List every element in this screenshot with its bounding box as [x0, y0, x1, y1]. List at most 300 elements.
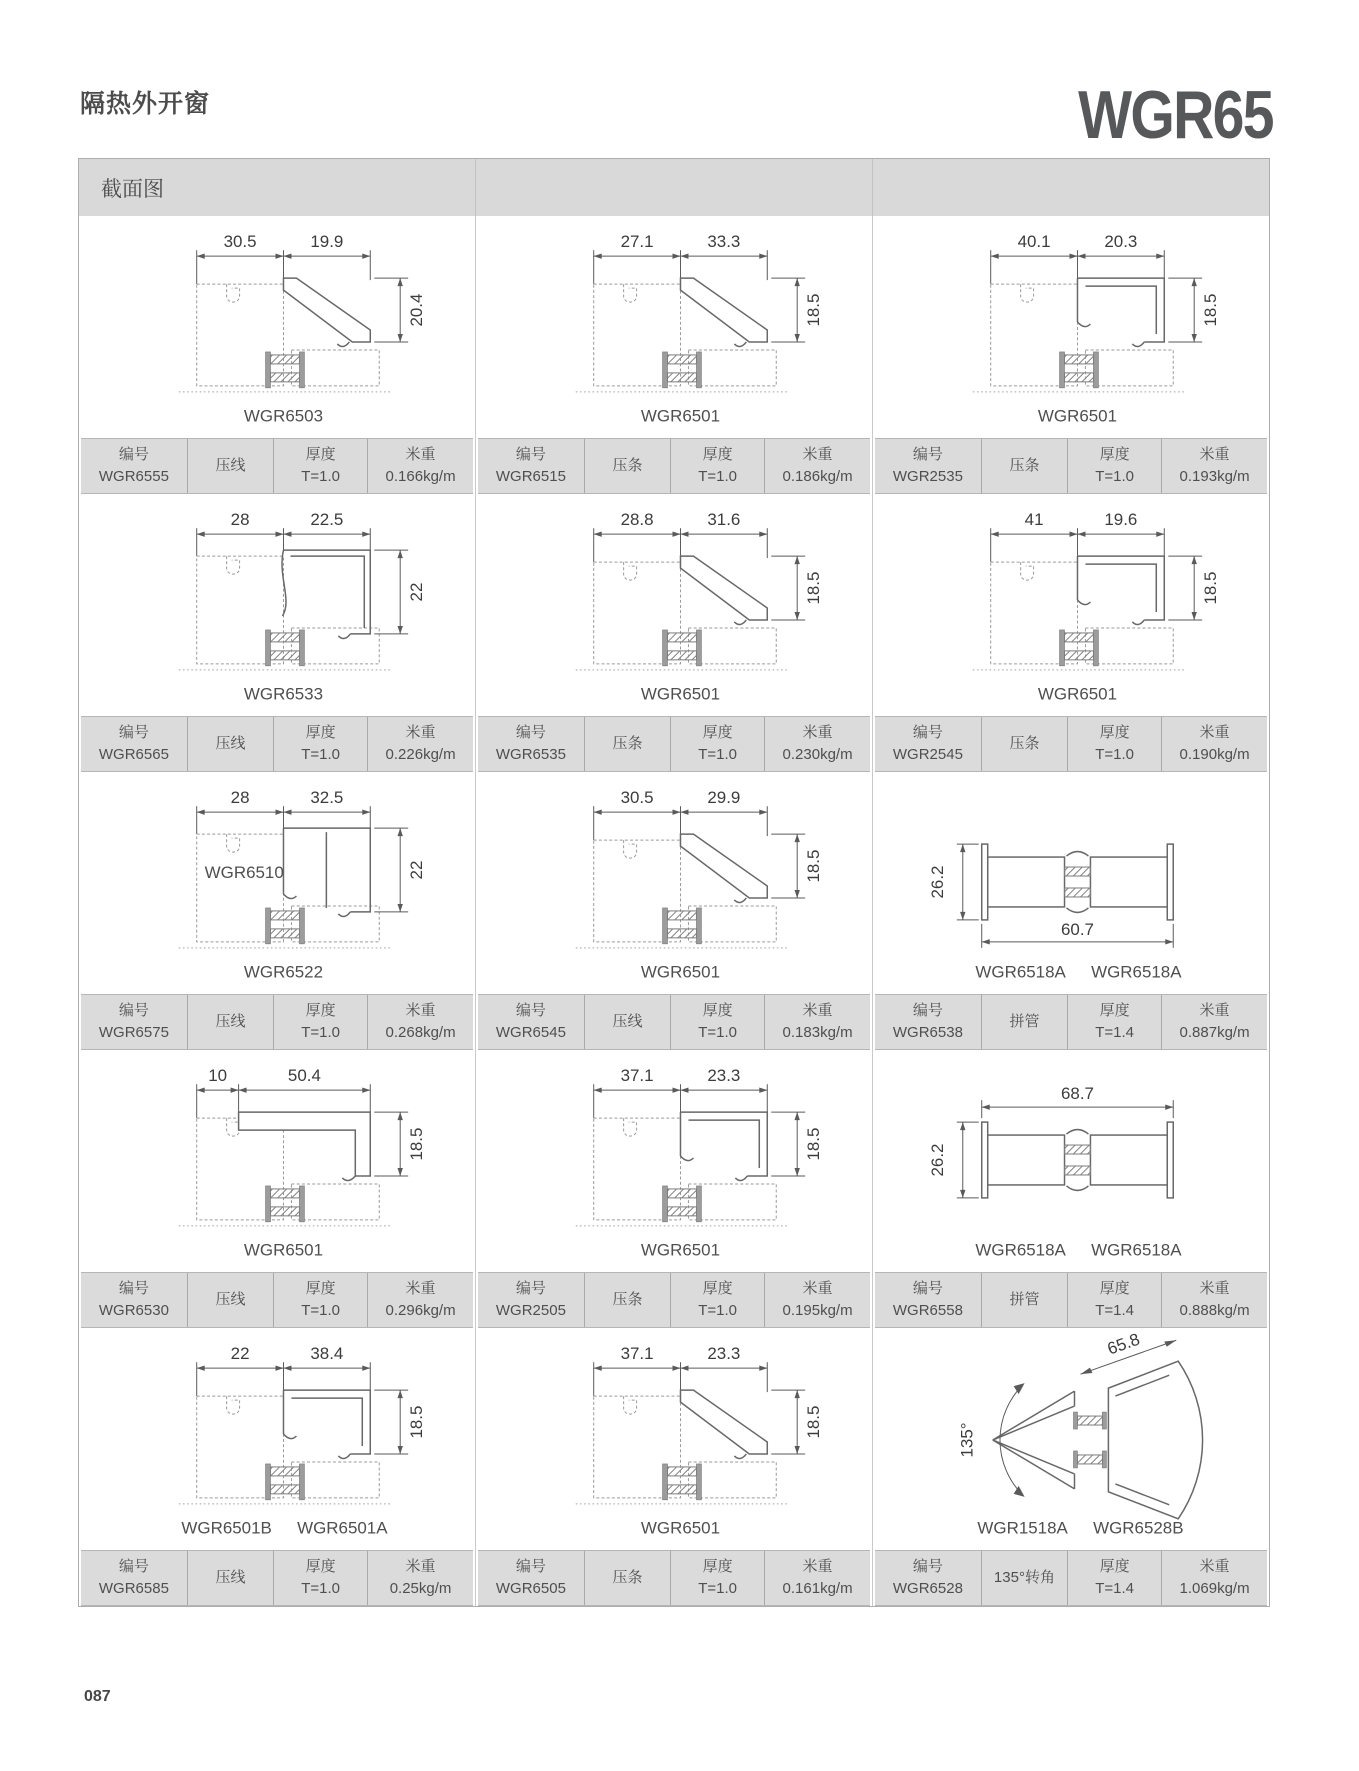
dimension-label: 18.5	[804, 293, 824, 327]
dimension-label: 22.5	[310, 510, 344, 530]
spec-weight-value: 0.186kg/m	[782, 468, 853, 485]
spec-thickness-value: T=1.0	[301, 1024, 340, 1041]
dimension-label: 20.4	[407, 293, 427, 327]
spec-thickness-header: 厚度	[305, 1557, 336, 1575]
spec-weight-header: 米重	[405, 1001, 436, 1019]
page-number: 087	[84, 1688, 111, 1705]
spec-type-value: 135°转角	[993, 1568, 1055, 1586]
spec-thickness-value: T=1.0	[301, 746, 340, 763]
spec-row	[875, 994, 1267, 1050]
spec-cell	[81, 995, 187, 1049]
spec-code-header: 编号	[118, 723, 149, 741]
profile-drawing-area	[79, 494, 475, 716]
spec-weight-value: 0.226kg/m	[385, 746, 456, 763]
dimension-label: 22	[407, 860, 427, 880]
spec-code-value: WGR6528	[892, 1580, 963, 1597]
profile-code-label: WGR6501	[640, 962, 721, 982]
spec-cell	[81, 439, 187, 493]
spec-type-value: 压线	[215, 1290, 246, 1308]
dimension-label: 18.5	[804, 1127, 824, 1161]
spec-row	[81, 994, 473, 1050]
section-profile-drawing	[476, 216, 872, 438]
section-profile-drawing	[873, 216, 1269, 438]
spec-weight-value: 0.183kg/m	[782, 1024, 853, 1041]
spec-row	[81, 1272, 473, 1328]
dimension-label: 26.2	[927, 1143, 947, 1177]
dimension-label: 22	[407, 582, 427, 602]
dimension-label: 10	[208, 1066, 228, 1086]
spec-code-header: 编号	[515, 445, 546, 463]
series-logo: WGR65	[1078, 77, 1273, 153]
profile-cell	[873, 772, 1269, 1050]
spec-code-value: WGR2535	[892, 468, 963, 485]
spec-cell	[584, 1551, 670, 1605]
profile-cell	[476, 216, 873, 494]
profile-code-label: WGR6501	[640, 1240, 721, 1260]
spec-weight-value: 0.161kg/m	[782, 1580, 853, 1597]
spec-code-value: WGR2545	[892, 746, 963, 763]
spec-weight-value: 1.069kg/m	[1179, 1580, 1250, 1597]
spec-cell	[764, 995, 870, 1049]
spec-weight-header: 米重	[802, 723, 833, 741]
spec-cell	[273, 995, 367, 1049]
spec-type-value: 压线	[612, 1012, 643, 1030]
section-profile-drawing	[79, 1050, 475, 1272]
profile-code-label: WGR1518A	[977, 1518, 1068, 1538]
dimension-label: 32.5	[310, 788, 344, 808]
dimension-label: 23.3	[707, 1066, 741, 1086]
spec-cell	[81, 1273, 187, 1327]
spec-cell	[764, 717, 870, 771]
table-row	[79, 1328, 1269, 1606]
profile-drawing-area	[873, 1328, 1269, 1550]
spec-thickness-value: T=1.4	[1095, 1302, 1134, 1319]
profile-code-label: WGR6501	[1037, 684, 1118, 704]
spec-weight-value: 0.190kg/m	[1179, 746, 1250, 763]
spec-weight-header: 米重	[802, 1557, 833, 1575]
spec-thickness-value: T=1.0	[1095, 746, 1134, 763]
spec-code-header: 编号	[912, 1279, 943, 1297]
profile-cell	[79, 1050, 476, 1328]
spec-code-header: 编号	[912, 1001, 943, 1019]
spec-weight-value: 0.230kg/m	[782, 746, 853, 763]
spec-cell	[875, 439, 981, 493]
spec-code-value: WGR6558	[892, 1302, 963, 1319]
spec-weight-header: 米重	[802, 445, 833, 463]
profile-code-label: WGR6518A	[1091, 962, 1182, 982]
spec-code-value: WGR6505	[495, 1580, 566, 1597]
spec-code-header: 编号	[912, 723, 943, 741]
spec-code-header: 编号	[515, 1001, 546, 1019]
profile-code-label: WGR6522	[243, 962, 324, 982]
section-view-header: 截面图	[101, 177, 164, 201]
spec-cell	[981, 995, 1067, 1049]
dimension-label: 22	[230, 1344, 250, 1364]
spec-cell	[187, 439, 273, 493]
spec-cell	[478, 1551, 584, 1605]
spec-weight-header: 米重	[802, 1001, 833, 1019]
spec-code-value: WGR6555	[98, 468, 169, 485]
spec-type-value: 压条	[612, 1290, 643, 1308]
dimension-label: 18.5	[804, 849, 824, 883]
profile-code-label: WGR6501A	[297, 1518, 388, 1538]
spec-cell	[273, 1273, 367, 1327]
spec-thickness-value: T=1.0	[698, 1580, 737, 1597]
dimension-label: 28	[230, 788, 250, 808]
profile-drawing-area	[476, 1328, 872, 1550]
dimension-label: 65.8	[1104, 1329, 1143, 1359]
profile-code-label: WGR6518A	[975, 962, 1066, 982]
profile-code-label: WGR6501	[640, 406, 721, 426]
spec-cell	[187, 995, 273, 1049]
dimension-label: 18.5	[1201, 293, 1221, 327]
spec-code-header: 编号	[118, 1279, 149, 1297]
spec-cell	[367, 1273, 473, 1327]
profile-table	[78, 158, 1270, 1607]
profile-drawing-area	[79, 1050, 475, 1272]
spec-type-value: 压条	[612, 1568, 643, 1586]
dimension-label: 40.1	[1017, 232, 1051, 252]
table-row	[79, 494, 1269, 772]
spec-thickness-value: T=1.0	[301, 1302, 340, 1319]
corner-profile-drawing	[873, 1328, 1269, 1550]
spec-type-value: 压线	[215, 734, 246, 752]
profile-drawing-area	[476, 494, 872, 716]
spec-cell	[367, 439, 473, 493]
spec-code-header: 编号	[912, 445, 943, 463]
spec-cell	[81, 717, 187, 771]
spec-thickness-header: 厚度	[1099, 723, 1130, 741]
dimension-label: 19.9	[310, 232, 344, 252]
spec-cell	[764, 439, 870, 493]
spec-cell	[273, 1551, 367, 1605]
spec-weight-value: 0.166kg/m	[385, 468, 456, 485]
section-profile-drawing	[79, 494, 475, 716]
spec-cell	[478, 717, 584, 771]
section-profile-drawing	[79, 216, 475, 438]
profile-code-label: WGR6503	[243, 406, 324, 426]
spec-type-value: 拼管	[1009, 1290, 1040, 1308]
spec-code-header: 编号	[515, 723, 546, 741]
spec-thickness-value: T=1.0	[1095, 468, 1134, 485]
spec-cell	[670, 995, 764, 1049]
spec-code-header: 编号	[118, 1557, 149, 1575]
spec-weight-value: 0.887kg/m	[1179, 1024, 1250, 1041]
spec-code-value: WGR6530	[98, 1302, 169, 1319]
spec-weight-header: 米重	[1199, 1279, 1230, 1297]
spec-code-value: WGR6565	[98, 746, 169, 763]
spec-cell	[875, 717, 981, 771]
spec-cell	[478, 995, 584, 1049]
spec-cell	[187, 1551, 273, 1605]
spec-thickness-value: T=1.0	[698, 1024, 737, 1041]
profile-cell	[476, 772, 873, 1050]
spec-thickness-header: 厚度	[1099, 1557, 1130, 1575]
profile-cell	[873, 1050, 1269, 1328]
dimension-label: 20.3	[1104, 232, 1138, 252]
spec-weight-header: 米重	[405, 723, 436, 741]
pipe-profile-drawing	[873, 1050, 1269, 1272]
profile-drawing-area	[873, 494, 1269, 716]
spec-weight-header: 米重	[1199, 723, 1230, 741]
dimension-label: 18.5	[804, 1405, 824, 1439]
spec-cell	[478, 439, 584, 493]
spec-cell	[670, 717, 764, 771]
profile-cell	[476, 1050, 873, 1328]
spec-weight-value: 0.888kg/m	[1179, 1302, 1250, 1319]
spec-cell	[81, 1551, 187, 1605]
spec-cell	[1161, 439, 1267, 493]
spec-cell	[273, 439, 367, 493]
spec-row	[875, 716, 1267, 772]
spec-cell	[1161, 1273, 1267, 1327]
spec-cell	[187, 717, 273, 771]
dimension-label: 18.5	[804, 571, 824, 605]
spec-code-value: WGR2505	[495, 1302, 566, 1319]
table-header-row	[79, 159, 1269, 216]
spec-cell	[764, 1273, 870, 1327]
spec-weight-value: 0.296kg/m	[385, 1302, 456, 1319]
spec-row	[875, 1272, 1267, 1328]
spec-type-value: 拼管	[1009, 1012, 1040, 1030]
dimension-label: 41	[1024, 510, 1044, 530]
profile-code-label: WGR6518A	[1091, 1240, 1182, 1260]
spec-cell	[670, 1273, 764, 1327]
spec-weight-value: 0.193kg/m	[1179, 468, 1250, 485]
dimension-label: 68.7	[1060, 1084, 1094, 1104]
spec-thickness-value: T=1.0	[698, 1302, 737, 1319]
spec-cell	[981, 717, 1067, 771]
profile-cell	[476, 494, 873, 772]
spec-thickness-header: 厚度	[305, 1279, 336, 1297]
table-header-cell-1	[79, 159, 476, 216]
dimension-label: 29.9	[707, 788, 741, 808]
table-body	[79, 216, 1269, 1606]
section-profile-drawing	[476, 1328, 872, 1550]
dimension-label: 37.1	[620, 1344, 654, 1364]
profile-cell	[873, 1328, 1269, 1606]
spec-thickness-header: 厚度	[1099, 445, 1130, 463]
profile-code-label: WGR6501	[243, 1240, 324, 1260]
spec-cell	[981, 439, 1067, 493]
spec-row	[478, 438, 870, 494]
dimension-label: 18.5	[407, 1127, 427, 1161]
spec-weight-header: 米重	[405, 445, 436, 463]
section-profile-drawing	[476, 772, 872, 994]
spec-weight-value: 0.25kg/m	[389, 1580, 452, 1597]
profile-drawing-area	[873, 1050, 1269, 1272]
spec-cell	[1161, 1551, 1267, 1605]
dimension-label: 28	[230, 510, 250, 530]
spec-thickness-header: 厚度	[1099, 1279, 1130, 1297]
spec-code-value: WGR6538	[892, 1024, 963, 1041]
spec-code-value: WGR6535	[495, 746, 566, 763]
dimension-label: 50.4	[287, 1066, 321, 1086]
spec-weight-value: 0.268kg/m	[385, 1024, 456, 1041]
section-profile-drawing	[873, 494, 1269, 716]
spec-cell	[478, 1273, 584, 1327]
spec-cell	[875, 1551, 981, 1605]
profile-drawing-area	[79, 1328, 475, 1550]
spec-row	[81, 1550, 473, 1606]
profile-drawing-area	[873, 772, 1269, 994]
spec-code-header: 编号	[912, 1557, 943, 1575]
spec-type-value: 压线	[215, 456, 246, 474]
spec-row	[875, 438, 1267, 494]
spec-cell	[670, 1551, 764, 1605]
spec-row	[875, 1550, 1267, 1606]
section-profile-drawing	[476, 1050, 872, 1272]
spec-thickness-header: 厚度	[702, 1279, 733, 1297]
spec-code-value: WGR6545	[495, 1024, 566, 1041]
profile-cell	[873, 494, 1269, 772]
profile-drawing-area	[476, 1050, 872, 1272]
table-row	[79, 772, 1269, 1050]
spec-cell	[875, 995, 981, 1049]
profile-drawing-area	[79, 216, 475, 438]
profile-code-label: WGR6533	[243, 684, 324, 704]
spec-code-header: 编号	[515, 1279, 546, 1297]
spec-thickness-value: T=1.0	[698, 746, 737, 763]
dimension-label: 37.1	[620, 1066, 654, 1086]
spec-weight-header: 米重	[405, 1557, 436, 1575]
dimension-label: 26.2	[927, 865, 947, 899]
spec-cell	[1067, 995, 1161, 1049]
spec-cell	[367, 1551, 473, 1605]
spec-cell	[875, 1273, 981, 1327]
section-profile-drawing	[79, 1328, 475, 1550]
dimension-label: 28.8	[620, 510, 654, 530]
spec-thickness-header: 厚度	[702, 723, 733, 741]
spec-type-value: 压条	[1009, 734, 1040, 752]
spec-thickness-header: 厚度	[305, 445, 336, 463]
dimension-label: 30.5	[620, 788, 654, 808]
profile-code-label: WGR6510	[204, 863, 284, 883]
spec-cell	[670, 439, 764, 493]
spec-cell	[1067, 439, 1161, 493]
profile-cell	[79, 494, 476, 772]
table-header-cell-3	[873, 159, 1269, 216]
spec-cell	[584, 995, 670, 1049]
spec-thickness-header: 厚度	[305, 1001, 336, 1019]
dimension-label: 23.3	[707, 1344, 741, 1364]
section-profile-drawing	[476, 494, 872, 716]
spec-weight-header: 米重	[802, 1279, 833, 1297]
table-row	[79, 1050, 1269, 1328]
spec-thickness-value: T=1.0	[301, 468, 340, 485]
spec-cell	[187, 1273, 273, 1327]
spec-cell	[764, 1551, 870, 1605]
spec-type-value: 压条	[1009, 456, 1040, 474]
spec-code-header: 编号	[118, 1001, 149, 1019]
spec-thickness-header: 厚度	[702, 445, 733, 463]
spec-cell	[1067, 1273, 1161, 1327]
spec-code-header: 编号	[515, 1557, 546, 1575]
spec-row	[81, 716, 473, 772]
profile-drawing-area	[476, 216, 872, 438]
dimension-label: 33.3	[707, 232, 741, 252]
spec-cell	[981, 1551, 1067, 1605]
spec-thickness-value: T=1.0	[698, 468, 737, 485]
dimension-label: 19.6	[1104, 510, 1138, 530]
spec-row	[478, 1550, 870, 1606]
spec-thickness-header: 厚度	[702, 1001, 733, 1019]
dimension-label: 60.7	[1060, 919, 1094, 939]
spec-thickness-header: 厚度	[1099, 1001, 1130, 1019]
spec-weight-value: 0.195kg/m	[782, 1302, 853, 1319]
spec-row	[478, 1272, 870, 1328]
profile-code-label: WGR6518A	[975, 1240, 1066, 1260]
spec-cell	[584, 1273, 670, 1327]
spec-type-value: 压线	[215, 1568, 246, 1586]
spec-thickness-value: T=1.4	[1095, 1580, 1134, 1597]
profile-cell	[873, 216, 1269, 494]
page-title: 隔热外开窗	[80, 90, 211, 118]
spec-cell	[273, 717, 367, 771]
spec-cell	[1161, 717, 1267, 771]
spec-row	[81, 438, 473, 494]
dimension-label: 135°	[957, 1422, 977, 1458]
spec-code-value: WGR6585	[98, 1580, 169, 1597]
dimension-label: 18.5	[1201, 571, 1221, 605]
spec-type-value: 压线	[215, 1012, 246, 1030]
spec-cell	[584, 439, 670, 493]
spec-cell	[367, 995, 473, 1049]
spec-type-value: 压条	[612, 456, 643, 474]
profile-code-label: WGR6528B	[1093, 1518, 1184, 1538]
profile-code-label: WGR6501	[640, 1518, 721, 1538]
spec-cell	[1161, 995, 1267, 1049]
spec-cell	[981, 1273, 1067, 1327]
spec-type-value: 压条	[612, 734, 643, 752]
section-profile-drawing	[79, 772, 475, 994]
dimension-label: 31.6	[707, 510, 741, 530]
spec-row	[478, 716, 870, 772]
spec-thickness-value: T=1.0	[301, 1580, 340, 1597]
spec-weight-header: 米重	[1199, 1557, 1230, 1575]
profile-code-label: WGR6501	[640, 684, 721, 704]
dimension-label: 27.1	[620, 232, 654, 252]
profile-drawing-area	[873, 216, 1269, 438]
profile-code-label: WGR6501B	[181, 1518, 272, 1538]
profile-drawing-area	[79, 772, 475, 994]
spec-code-value: WGR6515	[495, 468, 566, 485]
dimension-label: 38.4	[310, 1344, 344, 1364]
profile-cell	[79, 216, 476, 494]
profile-code-label: WGR6501	[1037, 406, 1118, 426]
spec-row	[478, 994, 870, 1050]
profile-cell	[79, 772, 476, 1050]
profile-cell	[476, 1328, 873, 1606]
table-header-cell-2	[476, 159, 873, 216]
spec-cell	[367, 717, 473, 771]
spec-code-header: 编号	[118, 445, 149, 463]
dimension-label: 18.5	[407, 1405, 427, 1439]
spec-thickness-value: T=1.4	[1095, 1024, 1134, 1041]
table-row	[79, 216, 1269, 494]
profile-drawing-area	[476, 772, 872, 994]
spec-thickness-header: 厚度	[305, 723, 336, 741]
spec-thickness-header: 厚度	[702, 1557, 733, 1575]
profile-cell	[79, 1328, 476, 1606]
pipe-profile-drawing	[873, 772, 1269, 994]
spec-cell	[584, 717, 670, 771]
spec-code-value: WGR6575	[98, 1024, 169, 1041]
spec-weight-header: 米重	[405, 1279, 436, 1297]
spec-weight-header: 米重	[1199, 445, 1230, 463]
spec-weight-header: 米重	[1199, 1001, 1230, 1019]
spec-cell	[1067, 1551, 1161, 1605]
